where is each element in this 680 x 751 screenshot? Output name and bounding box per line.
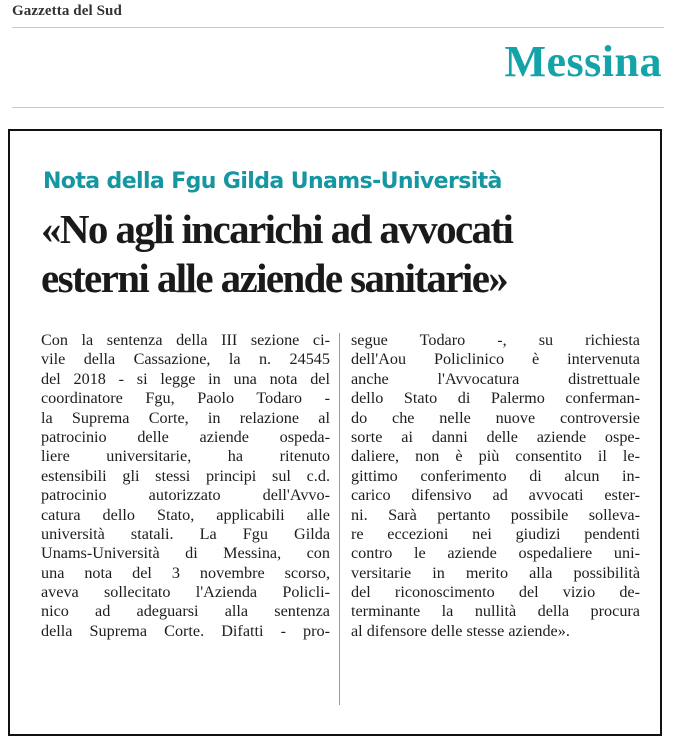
article-kicker: Nota della Fgu Gilda Unams-Università	[43, 169, 502, 194]
body-line: patrocinio delle aziende ospeda-	[41, 427, 330, 446]
body-line: estensibili gli stessi principi sul c.d.	[41, 466, 330, 485]
body-line: contro le aziende ospedaliere uni-	[351, 544, 640, 563]
body-line: re eccezioni nei giudizi pendenti	[351, 524, 640, 543]
body-line: sorte ai danni delle aziende ospe-	[351, 427, 640, 446]
article-box	[8, 129, 662, 736]
masthead-newspaper-name: Gazzetta del Sud	[12, 3, 122, 19]
body-line: dello Stato di Palermo conferman-	[351, 389, 640, 408]
body-line: aveva sollecitato l'Azienda Policli-	[41, 583, 330, 602]
body-line: ni. Sarà pertanto possibile solleva-	[351, 505, 640, 524]
body-line: Unams-Università di Messina, con	[41, 544, 330, 563]
body-line: università statali. La Fgu Gilda	[41, 524, 330, 543]
body-line: al difensore delle stesse aziende».	[351, 621, 570, 640]
body-line: segue Todaro -, su richiesta	[351, 331, 640, 349]
section-divider	[12, 107, 664, 108]
headline-line: «No agli incarichi ad avvocati	[41, 206, 513, 252]
article-body	[41, 331, 640, 711]
body-line: una nota del 3 novembre scorso,	[41, 563, 330, 582]
body-line: del riconoscimento del vizio de-	[351, 583, 640, 602]
article-headline	[41, 205, 641, 303]
article-column-1	[41, 331, 330, 641]
masthead-divider	[12, 27, 664, 28]
body-line: coordinatore Fgu, Paolo Todaro -	[41, 389, 330, 408]
body-line: anche l'Avvocatura distrettuale	[351, 369, 640, 388]
section-title: Messina	[504, 37, 662, 86]
body-line: patrocinio autorizzato dell'Avvo-	[41, 486, 330, 505]
body-line: carico difensivo ad avvocati ester-	[351, 486, 640, 505]
body-line: vile della Cassazione, la n. 24545	[41, 350, 330, 369]
article-column-2	[351, 331, 640, 641]
column-divider	[339, 333, 340, 705]
body-line: do che nelle nuove controversie	[351, 408, 640, 427]
body-line: Con la sentenza della III sezione ci-	[41, 331, 330, 349]
headline-line: esterni alle aziende sanitarie»	[41, 255, 508, 301]
body-line: della Suprema Corte. Difatti - pro-	[41, 621, 330, 640]
body-line: del 2018 - si legge in una nota del	[41, 369, 330, 388]
body-line: catura dello Stato, applicabili alle	[41, 505, 330, 524]
body-line: liere universitarie, ha ritenuto	[41, 447, 330, 466]
body-line: daliere, non è più consentito il le-	[351, 447, 640, 466]
body-line: la Suprema Corte, in relazione al	[41, 408, 330, 427]
body-line: gittimo conferimento di alcun in-	[351, 466, 640, 485]
body-line: versitarie in merito alla possibilità	[351, 563, 640, 582]
body-line: terminante la nullità della procura	[351, 602, 640, 621]
body-line: dell'Aou Policlinico è intervenuta	[351, 350, 640, 369]
body-line: nico ad adeguarsi alla sentenza	[41, 602, 330, 621]
